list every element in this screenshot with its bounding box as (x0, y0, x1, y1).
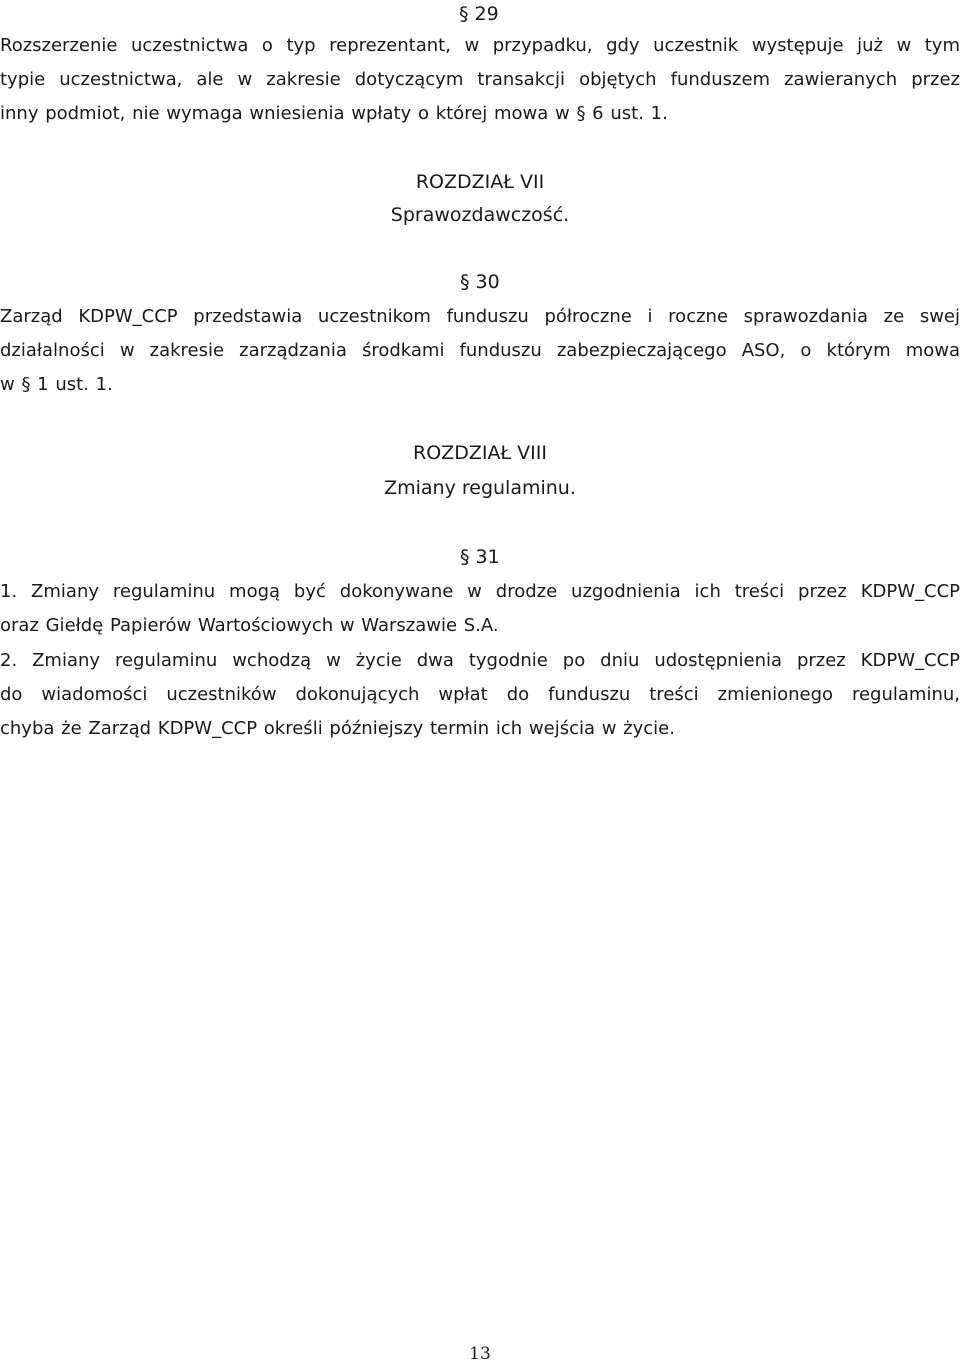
chapter-7-subtitle: Sprawozdawczość. (390, 204, 570, 226)
section-31-p1-line-1: 1. Zmiany regulaminu mogą być dokonywane w drodze uzgodnienia ich treści przez KDPW_CCP (0, 581, 960, 602)
section-31-p2-line-3: chyba że Zarząd KDPW_CCP określi późniejszy termin ich wejścia w życie. (0, 718, 675, 739)
section-29-line-2: typie uczestnictwa, ale w zakresie dotyczącym transakcji objętych funduszem zawieranych przez (0, 69, 960, 90)
section-29-paragraph (0, 29, 960, 131)
section-30-line-2: działalności w zakresie zarządzania środkami funduszu zabezpieczającego ASO, o którym mowa (0, 340, 960, 361)
section-31-p2-line-1: 2. Zmiany regulaminu wchodzą w życie dwa tygodnie po dniu udostępnienia przez KDPW_CCP (0, 650, 960, 671)
section-29-line-1: Rozszerzenie uczestnictwa o typ reprezentant, w przypadku, gdy uczestnik występuje już w tym (0, 35, 960, 56)
page-number: 13 (469, 1344, 491, 1364)
section-30-line-1: Zarząd KDPW_CCP przedstawia uczestnikom funduszu półroczne i roczne sprawozdania ze swej (0, 306, 960, 327)
section-31-paragraph-1 (0, 575, 960, 643)
section-30-paragraph (0, 300, 960, 402)
chapter-8-subtitle: Zmiany regulaminu. (384, 477, 576, 499)
section-31-number: § 31 (460, 546, 500, 568)
section-31-p2-line-2: do wiadomości uczestników dokonujących wpłat do funduszu treści zmienionego regulaminu, (0, 684, 960, 705)
chapter-8-title: ROZDZIAŁ VIII (413, 442, 547, 464)
section-30-line-3: w § 1 ust. 1. (0, 374, 113, 395)
section-31-p1-line-2: oraz Giełdę Papierów Wartościowych w Warszawie S.A. (0, 615, 499, 636)
section-30-number: § 30 (460, 271, 500, 293)
section-29-line-3: inny podmiot, nie wymaga wniesienia wpłaty o której mowa w § 6 ust. 1. (0, 103, 668, 124)
section-31-paragraph-2 (0, 644, 960, 746)
section-29-number: § 29 (459, 3, 499, 25)
chapter-7-title: ROZDZIAŁ VII (415, 171, 545, 193)
